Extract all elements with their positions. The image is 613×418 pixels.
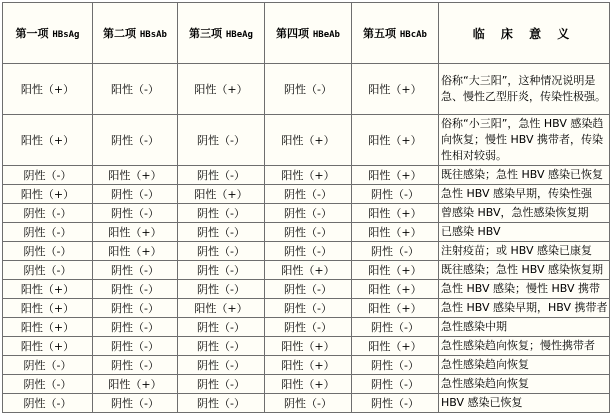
header-cell <box>352 3 439 64</box>
marker-result-cell: 阴性（-） <box>352 242 439 261</box>
marker-result-cell: 阳性（+） <box>265 375 352 394</box>
clinical-meaning-cell: 急性 HBV 感染早期，传染性强 <box>439 185 610 204</box>
marker-result-cell: 阳性（+） <box>3 280 93 299</box>
marker-result-cell: 阴性（-） <box>178 280 265 299</box>
clinical-meaning-cell: 急性感染中期 <box>439 318 610 337</box>
marker-result-cell: 阴性（-） <box>93 394 178 413</box>
marker-result-cell: 阴性（-） <box>178 337 265 356</box>
marker-result-cell: 阴性（-） <box>352 375 439 394</box>
marker-result-cell: 阴性（-） <box>265 280 352 299</box>
clinical-meaning-cell: 急性感染趋向恢复 <box>439 356 610 375</box>
marker-result-cell: 阳性（+） <box>93 375 178 394</box>
marker-result-cell: 阳性（+） <box>178 185 265 204</box>
marker-result-cell: 阳性（+） <box>352 204 439 223</box>
clinical-meaning-cell: 既往感染；急性 HBV 感染已恢复 <box>439 166 610 185</box>
header-title: 第三项 <box>189 27 223 40</box>
marker-result-cell: 阴性（-） <box>265 299 352 318</box>
table-row <box>3 337 610 356</box>
header-title: 第四项 <box>276 27 310 40</box>
marker-result-cell: 阳性（+） <box>3 115 93 166</box>
header-code: HBeAb <box>312 30 340 40</box>
marker-result-cell: 阳性（+） <box>352 299 439 318</box>
header-code: HBsAb <box>139 30 167 40</box>
marker-result-cell: 阳性（+） <box>178 299 265 318</box>
table-row <box>3 394 610 413</box>
marker-result-cell: 阴性（-） <box>178 261 265 280</box>
header-cell <box>3 3 93 64</box>
table-row <box>3 261 610 280</box>
header-title: 第一项 <box>15 27 49 40</box>
marker-result-cell: 阳性（+） <box>3 337 93 356</box>
clinical-meaning-cell: 注射疫苗；或 HBV 感染已康复 <box>439 242 610 261</box>
header-cell <box>178 3 265 64</box>
marker-result-cell: 阴性（-） <box>178 204 265 223</box>
marker-result-cell: 阳性（+） <box>3 64 93 115</box>
clinical-meaning-cell: 既往感染；急性 HBV 感染恢复期 <box>439 261 610 280</box>
marker-result-cell: 阴性（-） <box>93 185 178 204</box>
marker-result-cell: 阳性（+） <box>93 166 178 185</box>
marker-result-cell: 阴性（-） <box>3 394 93 413</box>
marker-result-cell: 阴性（-） <box>265 185 352 204</box>
header-title: 第二项 <box>103 27 137 40</box>
marker-result-cell: 阴性（-） <box>93 318 178 337</box>
marker-result-cell: 阴性（-） <box>3 356 93 375</box>
clinical-meaning-cell: 急性 HBV 感染；慢性 HBV 携带 <box>439 280 610 299</box>
marker-result-cell: 阴性（-） <box>178 375 265 394</box>
table-row <box>3 299 610 318</box>
header-code: HBeAg <box>225 30 253 40</box>
clinical-meaning-cell: 曾感染 HBV，急性感染恢复期 <box>439 204 610 223</box>
table-row <box>3 204 610 223</box>
marker-result-cell: 阳性（+） <box>3 299 93 318</box>
marker-result-cell: 阳性（+） <box>352 64 439 115</box>
marker-result-cell: 阴性（-） <box>3 166 93 185</box>
marker-result-cell: 阴性（-） <box>3 242 93 261</box>
marker-result-cell: 阳性（+） <box>3 185 93 204</box>
marker-result-cell: 阴性（-） <box>265 318 352 337</box>
marker-result-cell: 阴性（-） <box>265 242 352 261</box>
marker-result-cell: 阳性（+） <box>265 337 352 356</box>
marker-result-cell: 阴性（-） <box>352 185 439 204</box>
marker-result-cell: 阴性（-） <box>93 356 178 375</box>
marker-result-cell: 阳性（+） <box>352 115 439 166</box>
marker-result-cell: 阴性（-） <box>3 223 93 242</box>
table-row <box>3 115 610 166</box>
marker-result-cell: 阴性（-） <box>178 115 265 166</box>
table-row <box>3 223 610 242</box>
marker-result-cell: 阴性（-） <box>3 204 93 223</box>
table-row <box>3 356 610 375</box>
clinical-meaning-cell: 俗称“大三阳”，这种情况说明是急、慢性乙型肝炎，传染性极强。 <box>439 64 610 115</box>
marker-result-cell: 阴性（-） <box>93 115 178 166</box>
marker-result-cell: 阴性（-） <box>265 394 352 413</box>
marker-result-cell: 阴性（-） <box>93 337 178 356</box>
header-code: HBcAb <box>399 30 427 40</box>
table-body <box>3 64 610 413</box>
marker-result-cell: 阳性（+） <box>178 64 265 115</box>
header-title: 第五项 <box>363 27 397 40</box>
marker-result-cell: 阴性（-） <box>178 318 265 337</box>
marker-result-cell: 阴性（-） <box>93 261 178 280</box>
marker-result-cell: 阴性（-） <box>178 166 265 185</box>
marker-result-cell: 阴性（-） <box>352 356 439 375</box>
marker-result-cell: 阴性（-） <box>93 204 178 223</box>
clinical-meaning-cell: 俗称“小三阳”，急性 HBV 感染趋向恢复；慢性 HBV 携带者，传染性相对较弱。 <box>439 115 610 166</box>
marker-result-cell: 阴性（-） <box>93 299 178 318</box>
table-row <box>3 375 610 394</box>
marker-result-cell: 阳性（+） <box>93 223 178 242</box>
marker-result-cell: 阴性（-） <box>93 280 178 299</box>
header-code: HBsAg <box>52 30 80 40</box>
hepatitis-b-marker-table <box>2 2 610 413</box>
marker-result-cell: 阳性（+） <box>93 242 178 261</box>
marker-result-cell: 阴性（-） <box>178 223 265 242</box>
marker-result-cell: 阳性（+） <box>352 223 439 242</box>
table-row <box>3 166 610 185</box>
table-row <box>3 280 610 299</box>
marker-result-cell: 阴性（-） <box>352 318 439 337</box>
clinical-meaning-cell: 急性 HBV 感染早期，HBV 携带者 <box>439 299 610 318</box>
table-row <box>3 185 610 204</box>
table-row <box>3 318 610 337</box>
marker-result-cell: 阴性（-） <box>3 261 93 280</box>
marker-result-cell: 阳性（+） <box>265 166 352 185</box>
header-cell <box>93 3 178 64</box>
marker-result-cell: 阴性（-） <box>352 394 439 413</box>
clinical-meaning-cell: HBV 感染已恢复 <box>439 394 610 413</box>
marker-result-cell: 阳性（+） <box>352 261 439 280</box>
table-row <box>3 64 610 115</box>
marker-result-cell: 阳性（+） <box>352 166 439 185</box>
marker-result-cell: 阴性（-） <box>178 356 265 375</box>
marker-result-cell: 阴性（-） <box>3 375 93 394</box>
clinical-meaning-cell: 急性感染趋向恢复 <box>439 375 610 394</box>
marker-result-cell: 阳性（+） <box>3 318 93 337</box>
header-cell <box>265 3 352 64</box>
marker-result-cell: 阴性（-） <box>178 394 265 413</box>
marker-result-cell: 阳性（+） <box>265 356 352 375</box>
marker-result-cell: 阳性（-） <box>93 64 178 115</box>
marker-result-cell: 阴性（-） <box>178 242 265 261</box>
table-row <box>3 242 610 261</box>
clinical-meaning-cell: 已感染 HBV <box>439 223 610 242</box>
clinical-meaning-cell: 急性感染趋向恢复；慢性携带者 <box>439 337 610 356</box>
marker-result-cell: 阳性（+） <box>265 115 352 166</box>
meaning-header: 临 床 意 义 <box>439 3 610 64</box>
marker-result-cell: 阳性（+） <box>265 261 352 280</box>
marker-result-cell: 阴性（-） <box>265 64 352 115</box>
marker-result-cell: 阳性（+） <box>352 280 439 299</box>
table-header-row <box>3 3 610 64</box>
marker-result-cell: 阴性（-） <box>265 223 352 242</box>
marker-result-cell: 阳性（+） <box>352 337 439 356</box>
marker-result-cell: 阴性（-） <box>265 204 352 223</box>
